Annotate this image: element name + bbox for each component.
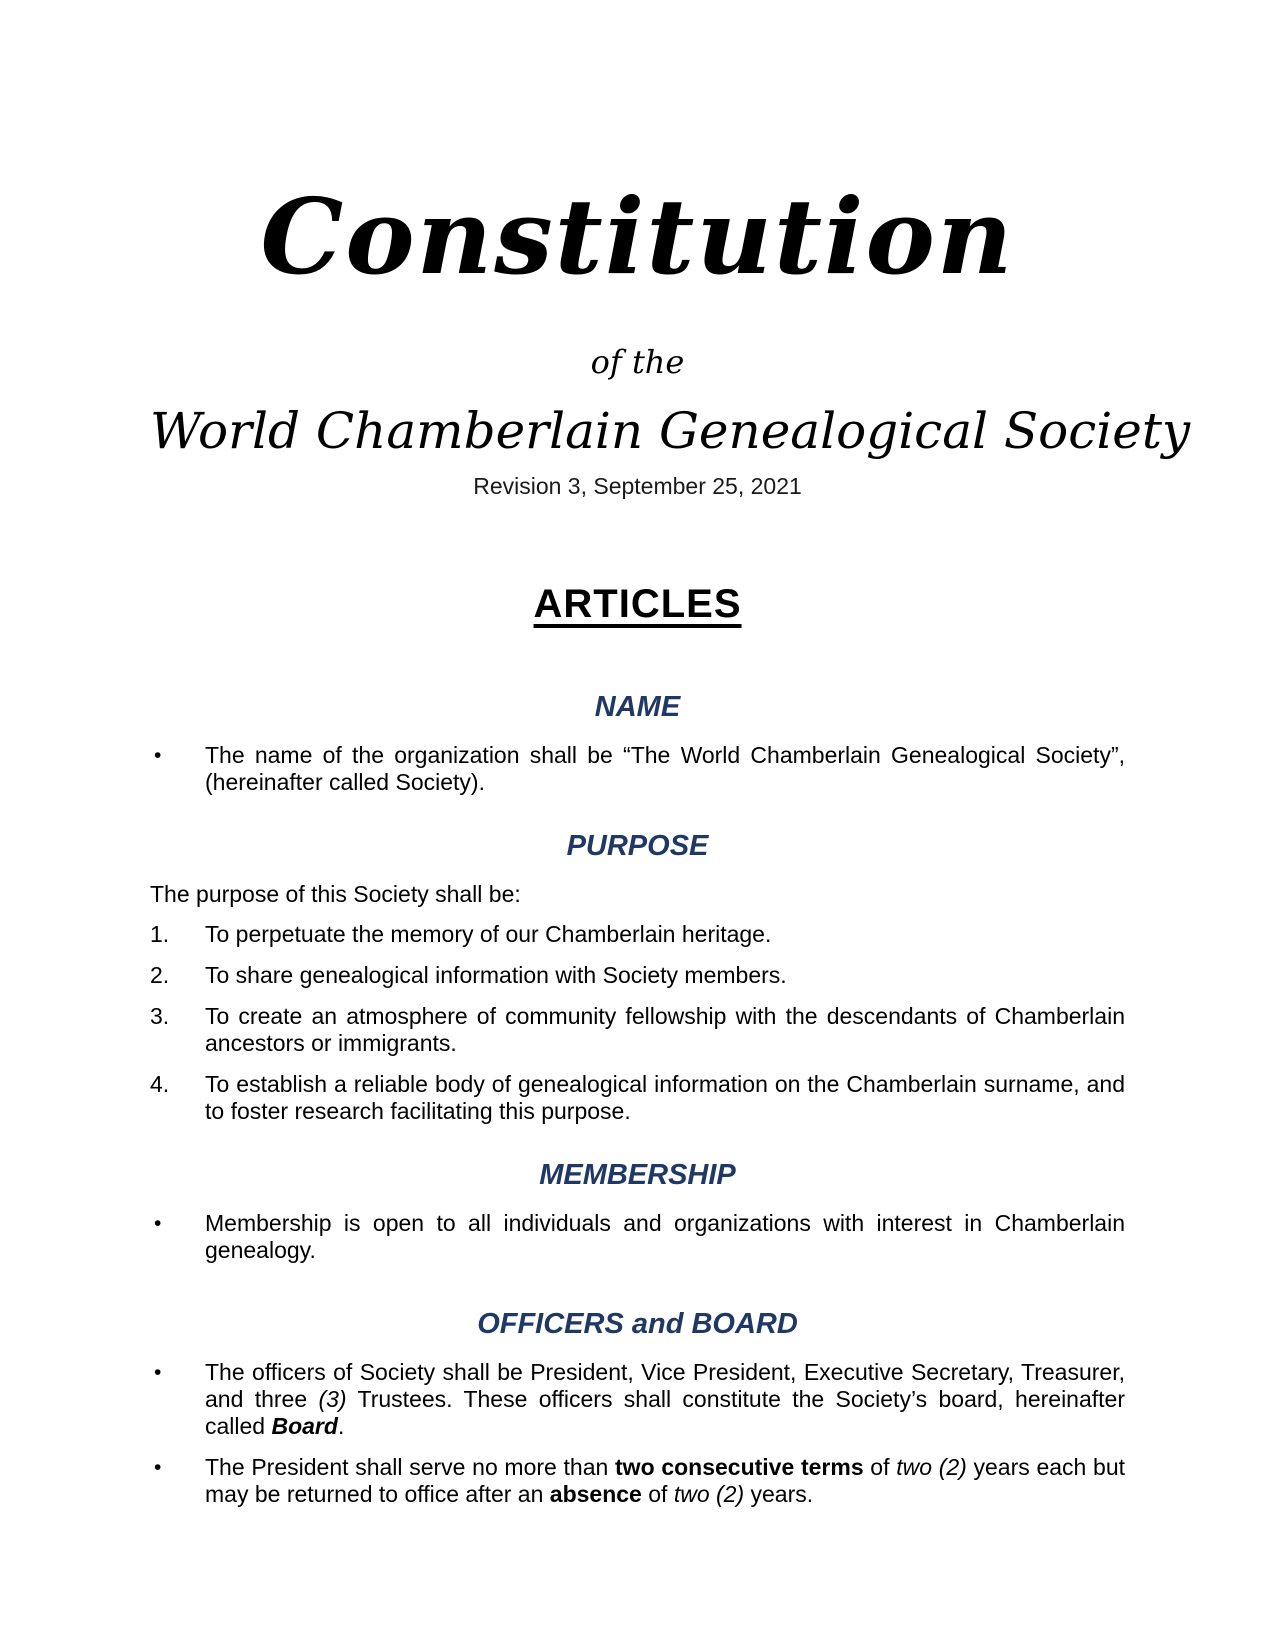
item-number: 4. bbox=[150, 1071, 170, 1098]
name-bullet-text: The name of the organization shall be “The World Chamberlain Genealogical Society”, (hereinafter called Society). bbox=[205, 742, 1125, 796]
text-segment: . bbox=[337, 1413, 345, 1440]
officers-bullet-2-text bbox=[205, 1454, 1125, 1508]
purpose-item-1 bbox=[150, 921, 1125, 948]
text-segment: of bbox=[641, 1481, 674, 1508]
text-segment: of bbox=[863, 1454, 897, 1481]
purpose-item-4 bbox=[150, 1071, 1125, 1125]
text-segment: Trustees. These officers shall constitute the Society’s board, hereinafter called bbox=[205, 1386, 1125, 1440]
item-number: 2. bbox=[150, 962, 170, 989]
text-segment-bold: absence bbox=[549, 1481, 642, 1508]
purpose-item-text: To establish a reliable body of genealogical information on the Chamberlain surname, and to foster research facilitating this purpose. bbox=[205, 1071, 1125, 1125]
text-segment: The officers of Society shall be President, Vice President, Executive Secretary, Treasurer, and three bbox=[205, 1359, 1125, 1413]
purpose-item-3 bbox=[150, 1003, 1125, 1057]
officers-bullet-2 bbox=[150, 1454, 1125, 1508]
bullet-marker: • bbox=[154, 1212, 162, 1236]
bullet-marker: • bbox=[154, 1361, 162, 1385]
item-number: 3. bbox=[150, 1003, 170, 1030]
purpose-item-text: To perpetuate the memory of our Chamberlain heritage. bbox=[205, 921, 772, 948]
text-segment-italic: two (2) bbox=[896, 1454, 967, 1481]
purpose-item-text: To share genealogical information with Society members. bbox=[205, 962, 787, 989]
officers-bullet-1 bbox=[150, 1359, 1125, 1440]
name-bullet-item bbox=[150, 742, 1125, 796]
item-number: 1. bbox=[150, 921, 170, 948]
purpose-intro: The purpose of this Society shall be: bbox=[150, 881, 521, 908]
bullet-marker: • bbox=[154, 744, 162, 768]
membership-bullet-text: Membership is open to all individuals and organizations with interest in Chamberlain genealogy. bbox=[205, 1210, 1125, 1264]
articles-heading: ARTICLES bbox=[533, 582, 742, 627]
text-segment-bold: two consecutive terms bbox=[615, 1454, 864, 1481]
section-heading-membership: MEMBERSHIP bbox=[539, 1159, 736, 1192]
text-segment: years each but may be returned to office after an bbox=[205, 1454, 1126, 1508]
section-heading-purpose: PURPOSE bbox=[566, 830, 709, 863]
text-segment: The President shall serve no more than bbox=[205, 1454, 616, 1481]
document-title: Constitution bbox=[260, 175, 1015, 298]
purpose-item-2 bbox=[150, 962, 1125, 989]
organization-name: World Chamberlain Genealogical Society bbox=[150, 402, 1191, 461]
subtitle-of-the: of the bbox=[590, 343, 685, 382]
text-segment-bold-italic: Board bbox=[271, 1413, 338, 1440]
section-heading-name: NAME bbox=[594, 691, 681, 724]
text-segment: years. bbox=[744, 1481, 814, 1508]
section-heading-officers: OFFICERS and BOARD bbox=[477, 1308, 798, 1341]
officers-bullet-1-text bbox=[205, 1359, 1125, 1440]
revision-line: Revision 3, September 25, 2021 bbox=[473, 473, 802, 500]
title-block bbox=[150, 175, 1191, 500]
text-segment-italic: two (2) bbox=[673, 1481, 745, 1508]
purpose-item-text: To create an atmosphere of community fellowship with the descendants of Chamberlain ancestors or immigrants. bbox=[205, 1003, 1125, 1057]
membership-bullet-item bbox=[150, 1210, 1125, 1264]
text-segment-italic: (3) bbox=[318, 1386, 347, 1413]
bullet-marker: • bbox=[154, 1456, 162, 1480]
